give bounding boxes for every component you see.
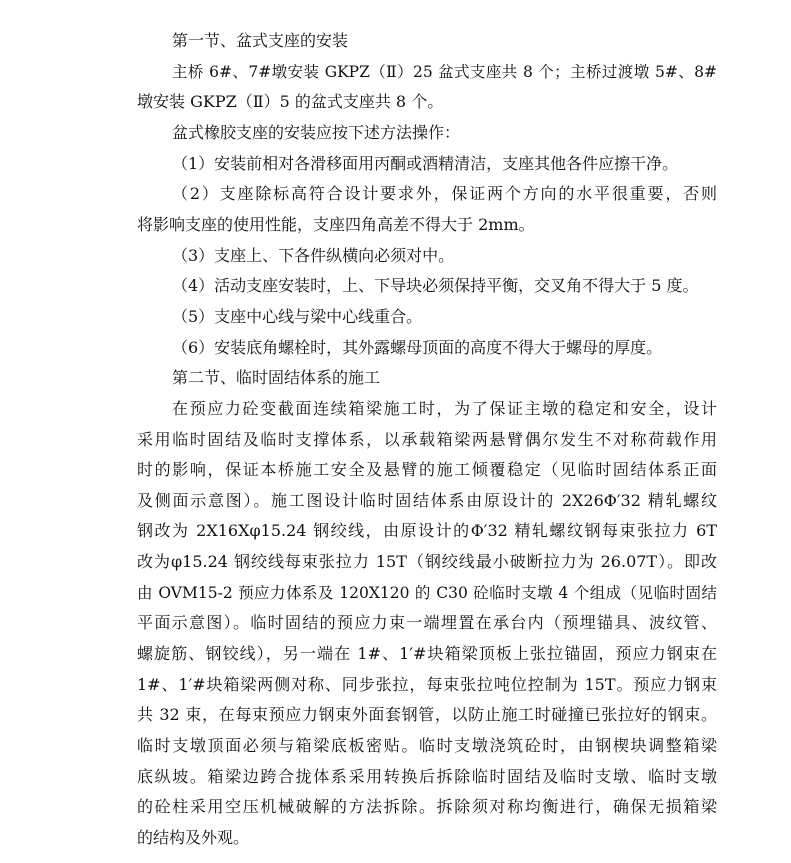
paragraph-line: 的结构及外观。 (137, 828, 250, 847)
section-heading-1: 第一节、盆式支座的安装 (172, 31, 349, 50)
paragraph-line: 时的影响，保证本桥施工安全及悬臂的施工倾覆稳定（见临时固结体系正面 (137, 460, 717, 479)
list-item: （6）安装底角螺栓时，其外露螺母顶面的高度不得大于螺母的厚度。 (172, 338, 663, 357)
paragraph-line: 改为φ15.24 钢绞线每束张拉力 15T（钢绞线最小破断拉力为 26.07T）。即改 (137, 552, 717, 571)
list-item: （2）支座除标高符合设计要求外，保证两个方向的水平很重要，否则 (172, 184, 717, 203)
paragraph-line: 1#、1′#块箱梁两侧对称、同步张拉，每束张拉吨位控制为 15T。预应力钢束 (137, 675, 717, 694)
paragraph-line: 临时支墩顶面必须与箱梁底板密贴。临时支墩浇筑砼时，由钢楔块调整箱梁 (137, 736, 717, 755)
paragraph-line: 及侧面示意图）。施工图设计临时固结体系由原设计的 2X26Φ′32 精轧螺纹 (137, 491, 717, 510)
paragraph-line: 钢改为 2X16Xφ15.24 钢绞线，由原设计的Φ′32 精轧螺纹钢每束张拉力 6T (137, 521, 717, 540)
list-item: （1）安装前相对各滑移面用丙酮或酒精清洁，支座其他各件应擦干净。 (172, 154, 679, 173)
list-item: （5）支座中心线与梁中心线重合。 (172, 307, 423, 326)
paragraph-line: 螺旋筋、钢铰线），另一端在 1#、1′#块箱梁顶板上张拉锚固，预应力钢束在 (137, 644, 717, 663)
list-item: （3）支座上、下各件纵横向必须对中。 (172, 246, 455, 265)
paragraph-line: 采用临时固结及临时支撑体系，以承载箱梁两悬臂偶尔发生不对称荷载作用 (137, 430, 717, 449)
paragraph-line: 主桥 6#、7#墩安装 GKPZ（Ⅱ）25 盆式支座共 8 个；主桥过渡墩 5#、8# (172, 63, 717, 81)
paragraph-line: 由 OVM15-2 预应力体系及 120X120 的 C30 砼临时支墩 4 个组成（见临时固结 (137, 584, 717, 602)
list-item-continuation: 将影响支座的使用性能，支座四角高差不得大于 2mm。 (137, 215, 535, 234)
paragraph-line: 盆式橡胶支座的安装应按下述方法操作： (172, 123, 461, 142)
paragraph-line: 的砼柱采用空压机械破解的方法拆除。拆除须对称均衡进行，确保无损箱梁 (137, 797, 717, 816)
paragraph-line: 底纵坡。箱梁边跨合拢体系采用转换后拆除临时固结及临时支墩、临时支墩 (137, 767, 717, 786)
paragraph-line: 平面示意图）。临时固结的预应力束一端埋置在承台内（预埋锚具、波纹管、 (137, 613, 717, 632)
paragraph-line: 墩安装 GKPZ（Ⅱ）5 的盆式支座共 8 个。 (137, 92, 444, 111)
paragraph-line: 共 32 束，在每束预应力钢束外面套钢管，以防止施工时碰撞已张拉好的钢束。 (137, 705, 717, 724)
paragraph-line: 在预应力砼变截面连续箱梁施工时，为了保证主墩的稳定和安全，设计 (172, 399, 717, 418)
section-heading-2: 第二节、临时固结体系的施工 (172, 368, 381, 387)
list-item: （4）活动支座安装时，上、下导块必须保持平衡，交叉角不得大于 5 度。 (172, 276, 699, 295)
